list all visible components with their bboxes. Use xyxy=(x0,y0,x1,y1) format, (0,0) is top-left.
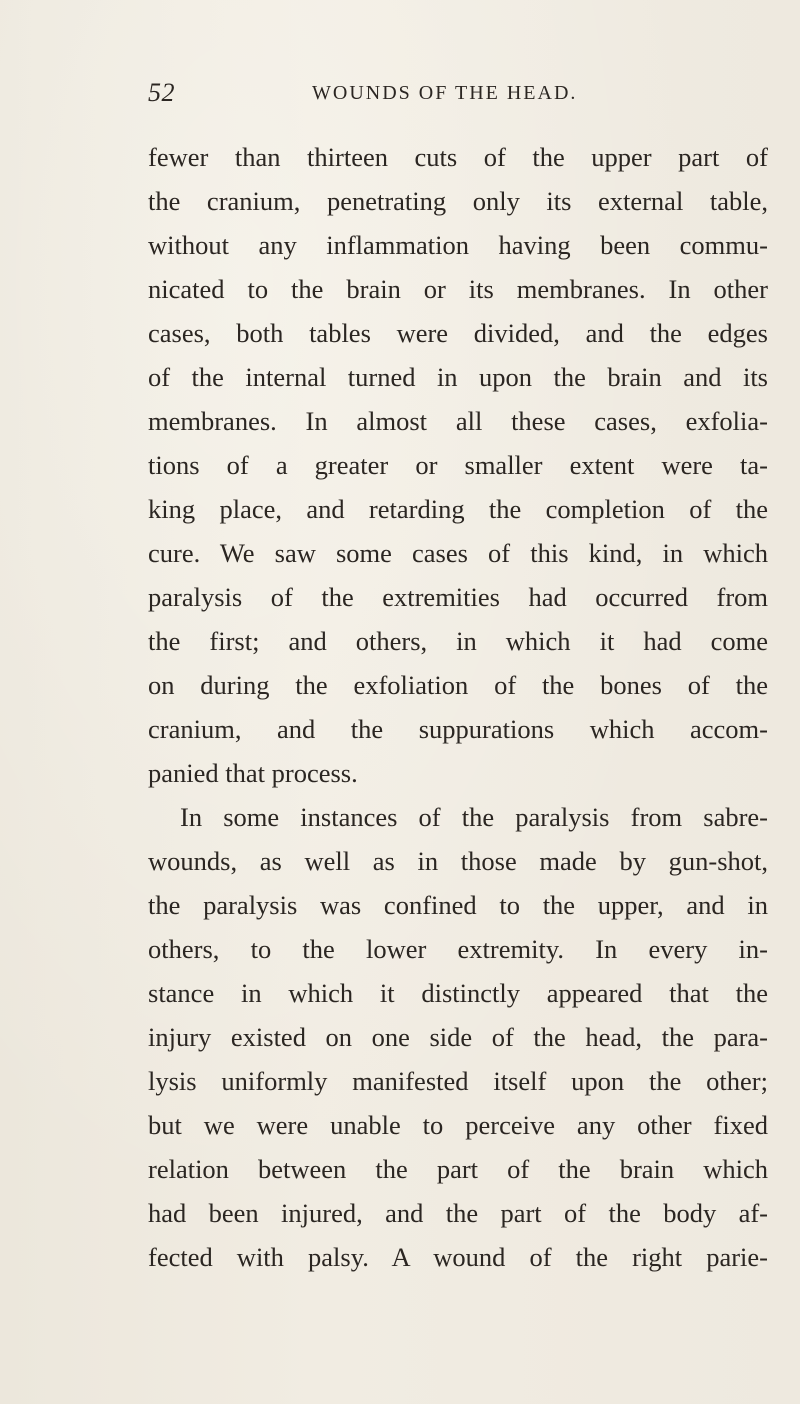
text-line: cases, both tables were divided, and the edges xyxy=(148,318,768,348)
text-line: others, to the lower extremity. In every in- xyxy=(148,934,768,964)
text-line: lysis uniformly manifested itself upon the other; xyxy=(148,1066,768,1096)
text-line: membranes. In almost all these cases, exfolia- xyxy=(148,406,768,436)
text-line: but we were unable to perceive any other fixed xyxy=(148,1110,768,1140)
text-line: the paralysis was confined to the upper, and in xyxy=(148,890,768,920)
paragraph-end-line: panied that process. xyxy=(148,758,358,788)
text-line: stance in which it distinctly appeared that the xyxy=(148,978,768,1008)
text-line: without any inflammation having been commu- xyxy=(148,230,768,260)
text-line: fewer than thirteen cuts of the upper part of xyxy=(148,142,768,172)
paragraph-start-line: In some instances of the paralysis from sabre- xyxy=(180,802,768,832)
text-line: cure. We saw some cases of this kind, in which xyxy=(148,538,768,568)
text-line: paralysis of the extremities had occurred from xyxy=(148,582,768,612)
text-line: on during the exfoliation of the bones of the xyxy=(148,670,768,700)
text-line: fected with palsy. A wound of the right parie- xyxy=(148,1242,768,1272)
running-head xyxy=(148,78,748,122)
body-text xyxy=(148,135,768,1279)
text-line: tions of a greater or smaller extent were ta- xyxy=(148,450,768,480)
text-line: relation between the part of the brain which xyxy=(148,1154,768,1184)
text-line: injury existed on one side of the head, the para- xyxy=(148,1022,768,1052)
text-line: wounds, as well as in those made by gun-shot, xyxy=(148,846,768,876)
text-line: king place, and retarding the completion of the xyxy=(148,494,768,524)
text-line: nicated to the brain or its membranes. In other xyxy=(148,274,768,304)
page-number: 52 xyxy=(148,78,175,107)
text-line: cranium, and the suppurations which accom- xyxy=(148,714,768,744)
text-line: the cranium, penetrating only its external table, xyxy=(148,186,768,216)
running-title: WOUNDS OF THE HEAD. xyxy=(312,82,578,104)
text-line: had been injured, and the part of the body af- xyxy=(148,1198,768,1228)
text-line: the first; and others, in which it had come xyxy=(148,626,768,656)
text-line: of the internal turned in upon the brain and its xyxy=(148,362,768,392)
